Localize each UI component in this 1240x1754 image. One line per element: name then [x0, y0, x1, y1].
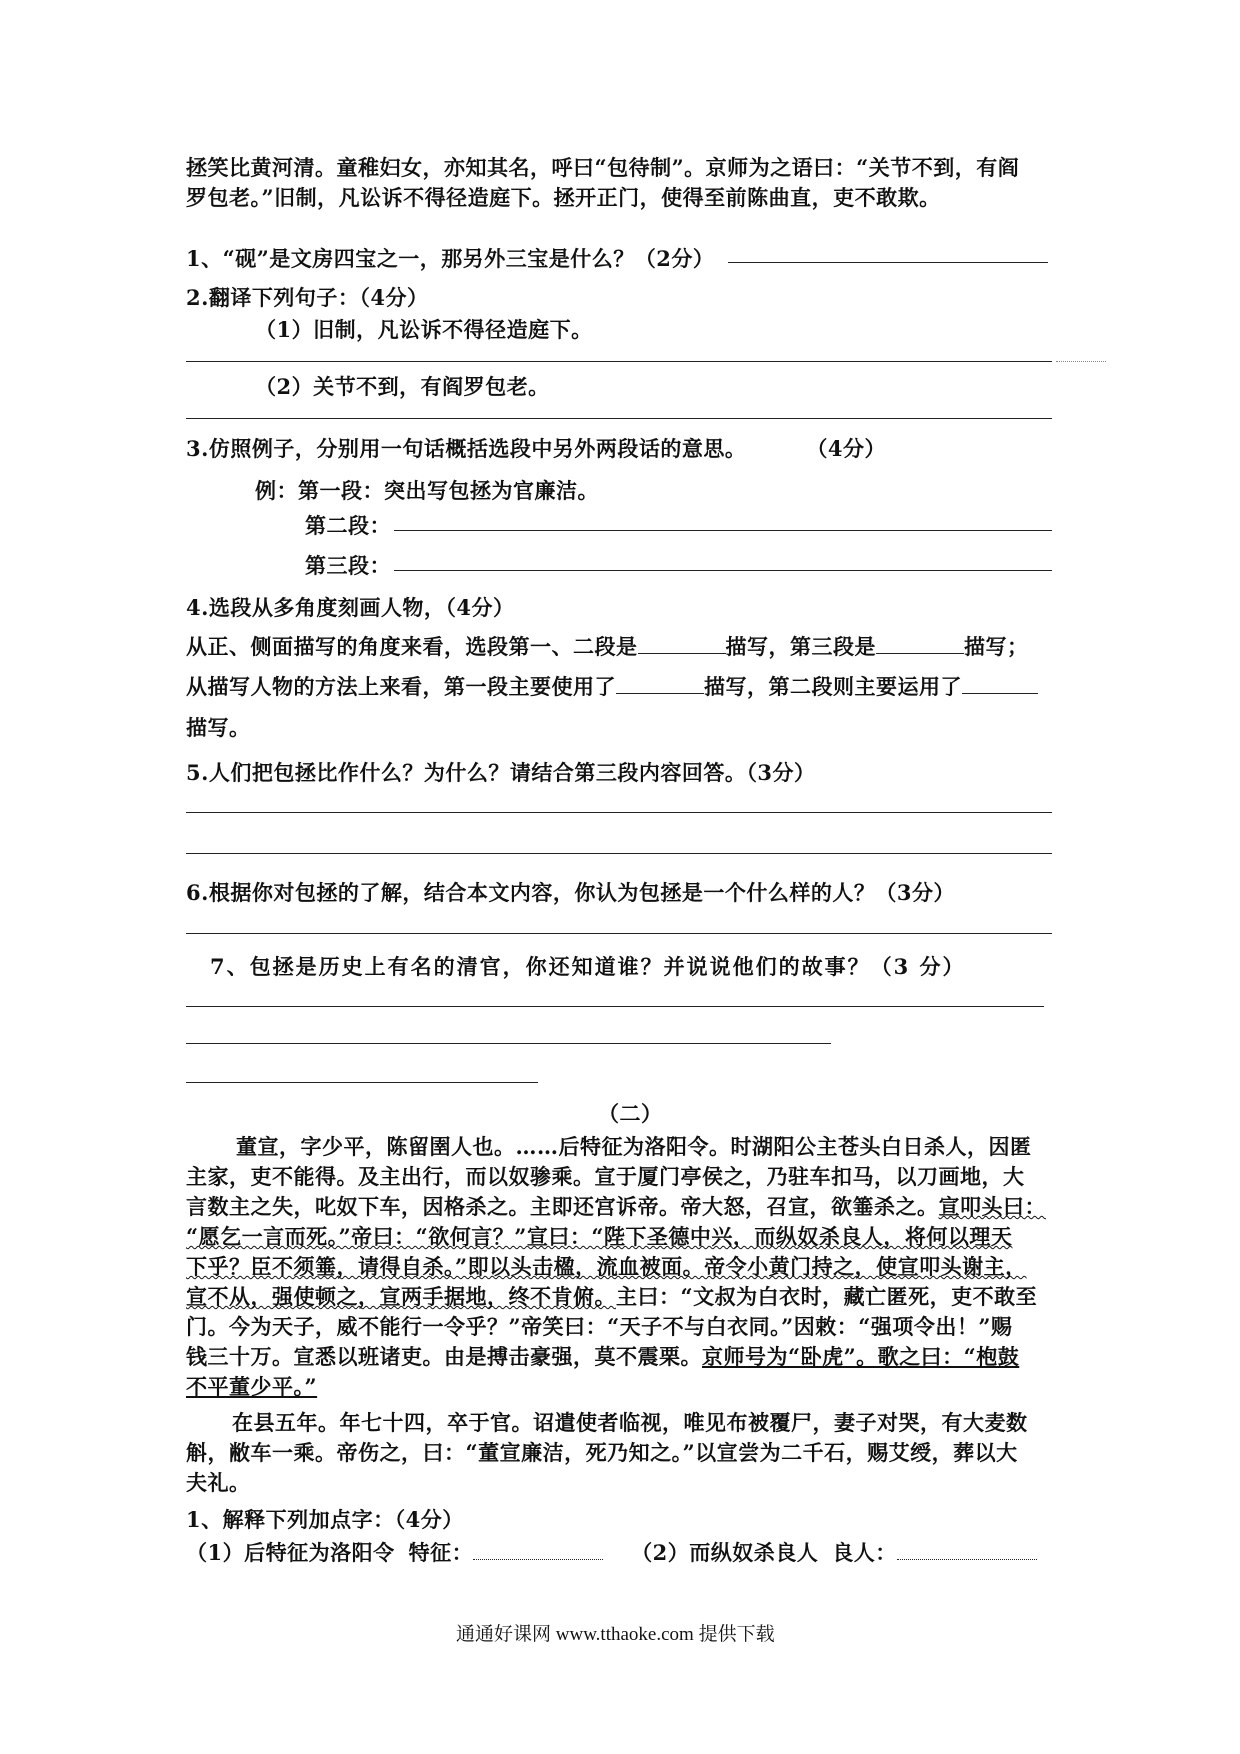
- q4-line1-part-b: 描写，第三段是: [725, 634, 876, 659]
- answer-line-q2-2[interactable]: [186, 418, 1052, 419]
- passage2-line12: 夫礼。: [186, 1470, 251, 1495]
- answer-line-q1[interactable]: [728, 262, 1048, 263]
- passage2-line3-text: 言数主之失，叱奴下车，因格杀之。主即还宫诉帝。帝大怒，召宣，欲箠杀之。: [186, 1194, 939, 1219]
- q4-line2-part-a: 从描写人物的方法上来看，第一段主要使用了: [186, 674, 616, 699]
- question-1: 1、“砚”是文房四宝之一，那另外三宝是什么？（2分）: [186, 246, 715, 271]
- answer-line-q3-p3[interactable]: [394, 570, 1052, 571]
- question-3-text: 3.仿照例子，分别用一句话概括选段中另外两段话的意思。: [186, 436, 747, 461]
- question-3-paragraph-2-label: 第二段：: [305, 513, 391, 538]
- passage2-line2: 主家，吏不能得。及主出行，而以奴骖乘。宣于厦门亭侯之，乃驻车扣马，以刀画地，大: [186, 1164, 1025, 1189]
- passage1-line2: 罗包老。”旧制，凡讼诉不得径造庭下。拯开正门，使得至前陈曲直，吏不敢欺。: [186, 185, 941, 210]
- question-4: 4.选段从多角度刻画人物，（4分）: [186, 595, 515, 620]
- question-6: 6.根据你对包拯的了解，结合本文内容，你认为包拯是一个什么样的人？（3分）: [186, 880, 956, 905]
- answer-line-q7-2[interactable]: [186, 1043, 831, 1044]
- passage2-line3-underlined: 宣叩头曰：: [938, 1194, 1046, 1219]
- blank-item-1[interactable]: [473, 1541, 603, 1560]
- passage1-line1: 拯笑比黄河清。童稚妇女，亦知其名，呼曰“包待制”。京师为之语曰：“关节不到，有阎: [186, 155, 1020, 180]
- q4-line2-part-b: 描写，第二段则主要运用了: [704, 674, 962, 699]
- answer-line-q3-p2[interactable]: [394, 530, 1052, 531]
- question-5: 5.人们把包拯比作什么？为什么？请结合第三段内容回答。（3分）: [186, 760, 816, 785]
- question-3: [186, 433, 886, 463]
- passage2-line6: [186, 1281, 1037, 1311]
- item-1-label: 特征：: [408, 1540, 474, 1565]
- question-3-score: （4分）: [806, 436, 887, 461]
- blank-q4-4[interactable]: [962, 675, 1038, 694]
- footer-text: 通通好课网 www.tthaoke.com 提供下载: [456, 1624, 775, 1645]
- blank-q4-2[interactable]: [876, 635, 964, 654]
- question-2-sentence-1: （1）旧制，凡讼诉不得径造庭下。: [255, 317, 593, 342]
- passage2-line8: [186, 1341, 1019, 1371]
- answer-line-q5-2[interactable]: [186, 853, 1052, 854]
- answer-line-q7-3[interactable]: [186, 1082, 538, 1083]
- section-2-question-1: 1、解释下列加点字：（4分）: [186, 1507, 464, 1532]
- passage2-line8-underlined: 京师号为“卧虎”。歌之曰：“枹鼓: [702, 1344, 1020, 1369]
- passage2-line4: “愿乞一言而死。”帝曰：“欲何言？”宣曰：“陛下圣德中兴，而纵奴杀良人，将何以理天: [186, 1224, 1013, 1249]
- answer-line-q6[interactable]: [186, 933, 1052, 934]
- question-4-line-2: [186, 671, 1038, 701]
- answer-line-q5-1[interactable]: [186, 812, 1052, 813]
- question-7: 7、包拯是历史上有名的清官，你还知道谁？并说说他们的故事？（3 分）: [210, 954, 966, 979]
- question-3-example: 例：第一段：突出写包拯为官廉洁。: [255, 478, 599, 503]
- passage2-line7: 门。今为天子，威不能行一令乎？”帝笑曰：“天子不与白衣同。”因敕：“强项令出！”赐: [186, 1314, 1013, 1339]
- question-4-line-1: [186, 631, 1029, 661]
- question-2-sentence-2: （2）关节不到，有阎罗包老。: [255, 374, 550, 399]
- passage2-line3: [186, 1191, 1046, 1221]
- passage2-line8-text: 钱三十万。宣悉以班诸吏。由是搏击豪强，莫不震栗。: [186, 1344, 702, 1369]
- question-4-line-3: 描写。: [186, 715, 251, 740]
- answer-line-q7-1[interactable]: [186, 1006, 1044, 1007]
- section-2-title: （二）: [598, 1101, 663, 1126]
- passage2-line9: 不平董少平。”: [186, 1374, 318, 1399]
- passage2-line10: 在县五年。年七十四，卒于官。诏遣使者临视，唯见布被覆尸，妻子对哭，有大麦数: [232, 1410, 1028, 1435]
- question-2: 2.翻译下列句子：（4分）: [186, 285, 429, 310]
- item-2-phrase: （2）而纵奴杀良人: [631, 1540, 819, 1565]
- passage2-line6-underlined: 宣不从，强使顿之，宣两手据地，终不肯俯。: [186, 1284, 616, 1309]
- blank-q4-1[interactable]: [638, 635, 726, 654]
- passage2-line5: 下乎？臣不须箠，请得自杀。”即以头击楹，流血被面。帝令小黄门持之，使宣叩头谢主，: [186, 1254, 1027, 1279]
- blank-q4-3[interactable]: [616, 675, 704, 694]
- question-3-paragraph-3-label: 第三段：: [305, 553, 391, 578]
- passage2-line11: 斛，敝车一乘。帝伤之，曰：“董宣廉洁，死乃知之。”以宣尝为二千石，赐艾绶，葬以大: [186, 1440, 1018, 1465]
- item-2-label: 良人：: [832, 1540, 897, 1565]
- passage2-line6-text: 主曰：“文叔为白衣时，藏亡匿死，吏不敢至: [616, 1284, 1038, 1309]
- q4-line1-part-c: 描写；: [964, 634, 1029, 659]
- item-1-phrase: （1）后特征为洛阳令: [186, 1540, 395, 1565]
- answer-line-q2-1[interactable]: [186, 361, 1052, 362]
- blank-item-2[interactable]: [897, 1541, 1037, 1560]
- passage2-line1: 董宣，字少平，陈留圉人也。……后特征为洛阳令。时湖阳公主苍头白日杀人，因匿: [236, 1134, 1032, 1159]
- section-2-question-1-items: [186, 1537, 1037, 1567]
- dotted-tail: [1056, 361, 1106, 362]
- q4-line1-part-a: 从正、侧面描写的角度来看，选段第一、二段是: [186, 634, 638, 659]
